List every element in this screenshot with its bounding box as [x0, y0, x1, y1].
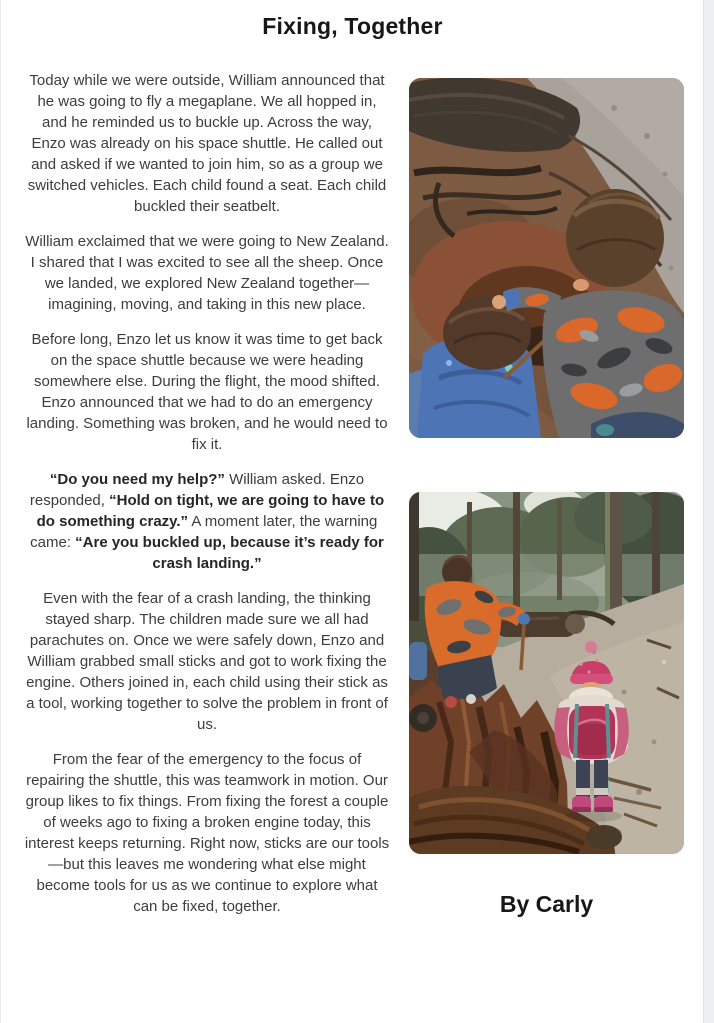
bold-quote-run: “Are you buckled up, because it’s ready for crash landing.” — [75, 534, 384, 572]
paragraph-4 — [23, 469, 391, 574]
paragraph-1 — [23, 70, 391, 217]
byline: By Carly — [499, 891, 594, 917]
photo-illustration — [409, 78, 684, 438]
children-on-forest-trail-photo — [409, 492, 684, 854]
paragraph-5 — [23, 588, 391, 735]
narration-run: William exclaimed that we were going to New Zealand. I shared that I was excited to see all the sheep. Once we landed, we explored New Zealand together—imagining, moving, and taking in this new place. — [25, 233, 389, 313]
page-title: Fixing, Together — [262, 13, 443, 39]
paragraph-3 — [23, 329, 391, 455]
scrollbar-track[interactable] — [703, 0, 714, 1023]
paragraph-2 — [23, 231, 391, 315]
article-text-column — [23, 70, 391, 931]
narration-run: A moment later, the warning came: — [30, 513, 378, 551]
bold-quote-run: “Do you need my help?” — [49, 471, 225, 488]
narration-run: From the fear of the emergency to the focus of repairing the shuttle, this was teamwork in motion. Our group likes to fix things. From fixing the forest a couple of weeks ago to fixing a broken engine today, this interest keeps returning. Right now, sticks are our tools—but this leaves me wondering what else might become tools for us as we continue to explore what can be fixed, together. — [24, 751, 390, 915]
photo-illustration — [409, 492, 684, 854]
narration-run: William asked. Enzo responded, — [29, 471, 365, 509]
narration-run: Even with the fear of a crash landing, the thinking stayed sharp. The children made sure we all had parachutes on. Once we were safely down, Enzo and William grabbed small sticks and got to work fixing the engine. Others joined in, each child using their stick as a tool, working together to solve the problem in front of us. — [26, 590, 388, 733]
narration-run: Today while we were outside, William announced that he was going to fly a megaplane. We all hopped in, and he reminded us to buckle up. Across the way, Enzo was already on his space shuttle. He called out and asked if we wanted to join him, so as a group we switched vehicles. Each child found a seat. Each child buckled their seatbelt. — [27, 72, 387, 215]
bold-quote-run: “Hold on tight, we are going to have to do something crazy.” — [36, 492, 385, 530]
children-digging-with-sticks-photo — [409, 78, 684, 438]
narration-run: Before long, Enzo let us know it was time to get back on the space shuttle because we were heading somewhere else. During the flight, the mood shifted. Enzo announced that we had to do an emergency landing. Something was broken, and he would need to fix it. — [26, 331, 388, 453]
paragraph-6 — [23, 749, 391, 917]
